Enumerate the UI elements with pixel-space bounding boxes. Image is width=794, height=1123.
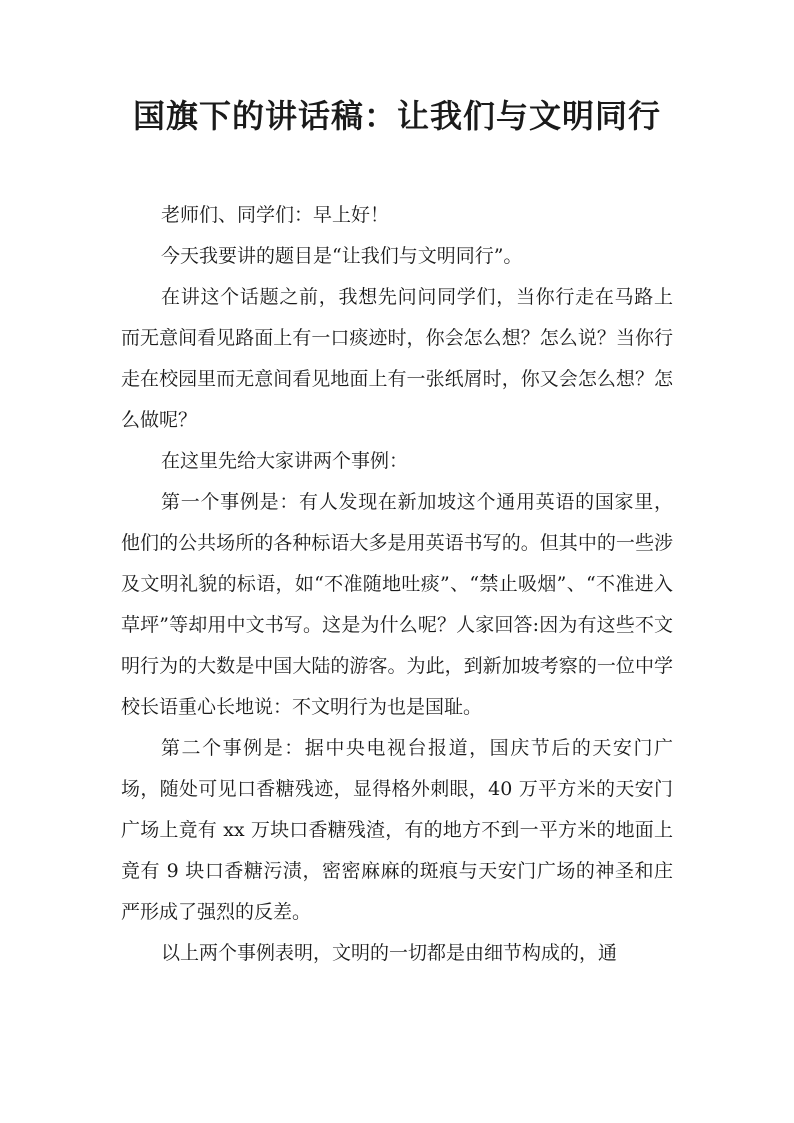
- document-title: 国旗下的讲话稿：让我们与文明同行: [132, 97, 661, 135]
- paragraph-topic: 今天我要讲的题目是“让我们与文明同行”。: [161, 245, 523, 267]
- paragraph-conclusion: 以上两个事例表明，文明的一切都是由细节构成的，通: [161, 942, 618, 964]
- document-body: [121, 195, 673, 974]
- paragraph-greeting: 老师们、同学们：早上好！: [161, 204, 390, 226]
- paragraph-examples-intro: 在这里先给大家讲两个事例：: [161, 450, 409, 472]
- paragraph-question: 在讲这个话题之前，我想先问问同学们，当你行走在马路上而无意间看见路面上有一口痰迹时，你会怎么想？怎么说？当你行走在校园里而无意间看见地面上有一张纸屑时，你又会怎么想？怎么做呢？: [121, 286, 673, 431]
- paragraph-example-one: 第一个事例是：有人发现在新加坡这个通用英语的国家里，他们的公共场所的各种标语大多是用英语书写的。但其中的一些涉及文明礼貌的标语，如“不准随地吐痰”、“禁止吸烟”、“不准进入草坪”等却用中文书写。这是为什么呢？人家回答:因为有这些不文明行为的大数是中国大陆的游客。为此，到新加坡考察的一位中学校长语重心长地说：不文明行为也是国耻。: [121, 491, 673, 718]
- paragraph-example-two: 第二个事例是：据中央电视台报道，国庆节后的天安门广场，随处可见口香糖残迹，显得格外刺眼，40 万平方米的天安门广场上竟有 xx 万块口香糖残渣，有的地方不到一平方米的地面上竟有 9 块口香糖污渍，密密麻麻的斑痕与天安门广场的神圣和庄严形成了强烈的反差。: [121, 737, 673, 923]
